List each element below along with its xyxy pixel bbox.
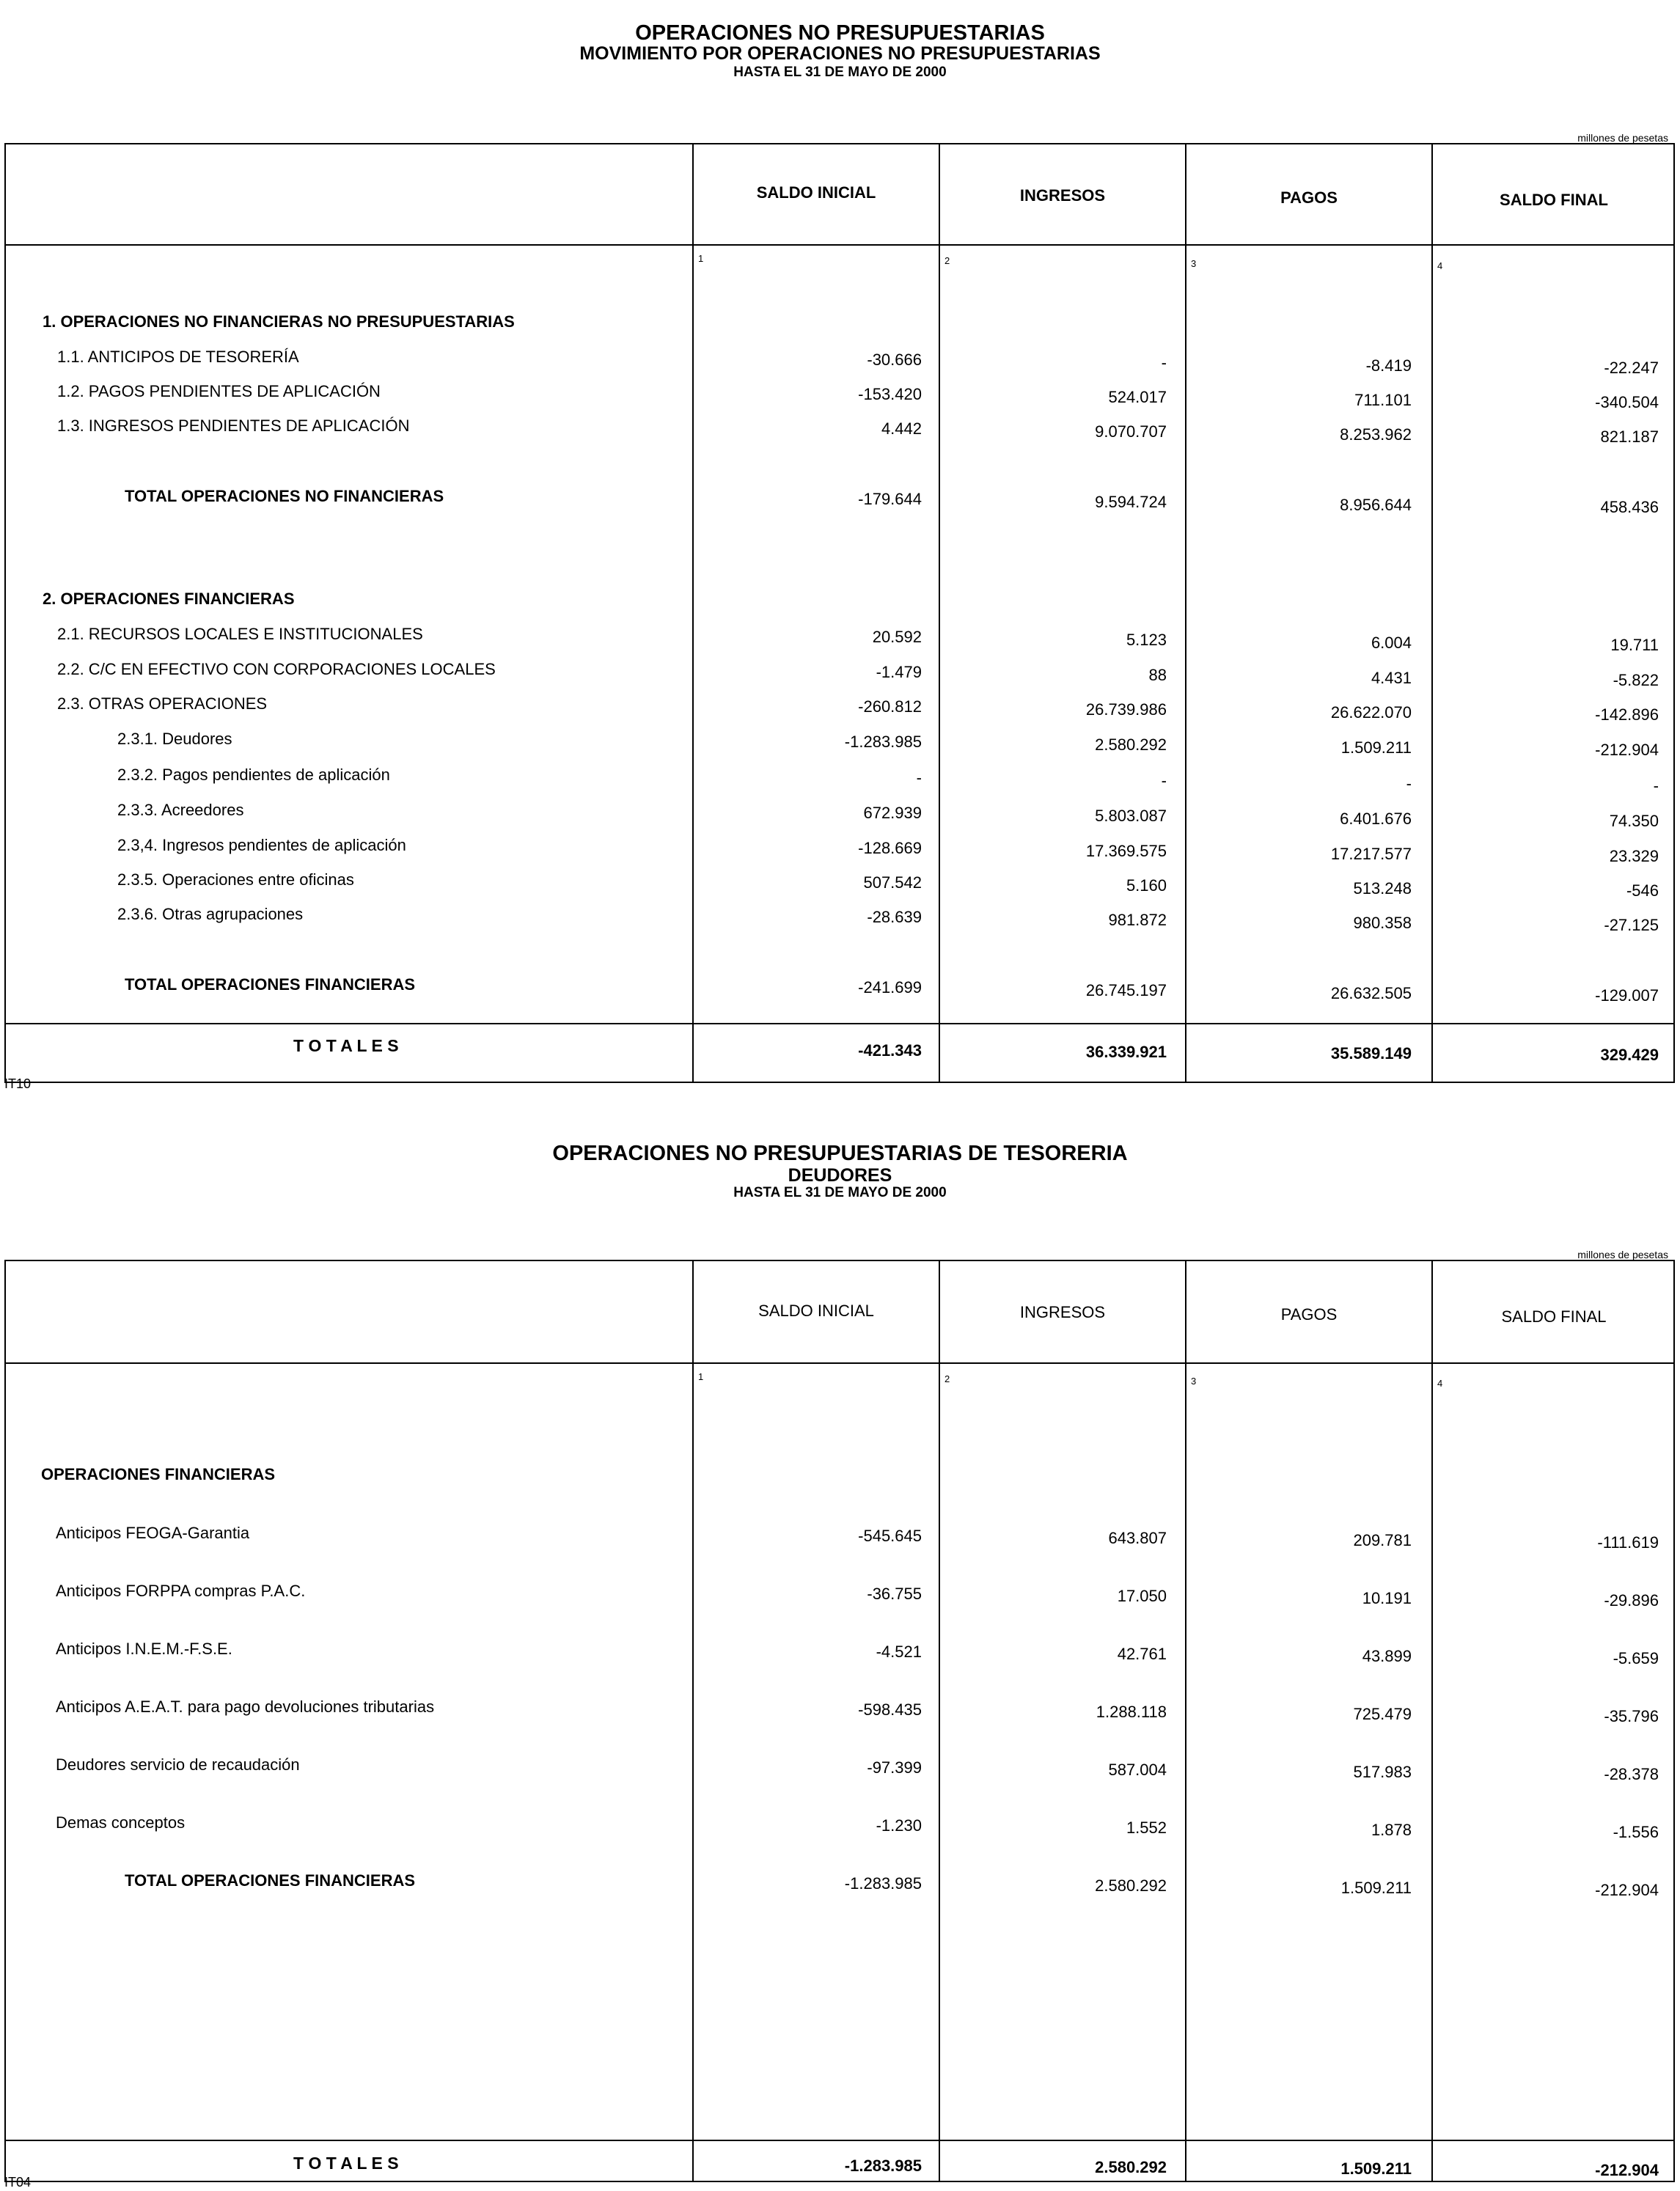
table-row-label: 2.3.1. Deudores xyxy=(117,730,232,748)
totals-cell: 35.589.149 xyxy=(1330,1044,1412,1063)
table-cell: 9.594.724 xyxy=(1095,493,1167,511)
table-row-label: 1.3. INGRESOS PENDIENTES DE APLICACIÓN xyxy=(57,416,410,435)
section1-col-divider xyxy=(939,143,940,1083)
table-cell: 4.431 xyxy=(1371,669,1412,687)
table-cell: 513.248 xyxy=(1353,879,1412,898)
table-row-label: 1.1. ANTICIPOS DE TESORERÍA xyxy=(57,348,299,366)
table-cell: -1.230 xyxy=(876,1816,922,1835)
table-cell: -5.659 xyxy=(1613,1649,1659,1667)
table-cell: -111.619 xyxy=(1597,1533,1659,1552)
section2-col-pagos: PAGOS xyxy=(1280,1305,1338,1324)
section2-units: millones de pesetas xyxy=(1577,1249,1668,1260)
table-cell: 524.017 xyxy=(1108,388,1167,406)
table-cell: -29.896 xyxy=(1604,1591,1659,1610)
table-row-label: 2.3.6. Otras agrupaciones xyxy=(117,905,304,923)
table-cell: -28.639 xyxy=(867,908,922,926)
table-row-label: TOTAL OPERACIONES FINANCIERAS xyxy=(125,1871,416,1890)
table-cell: 26.745.197 xyxy=(1085,981,1167,999)
table-row-label: Demas conceptos xyxy=(56,1813,186,1832)
table-cell: 1.509.211 xyxy=(1340,1879,1412,1897)
section1-colnum: 3 xyxy=(1191,258,1197,269)
table-cell: -22.247 xyxy=(1604,359,1659,377)
totals-cell: 329.429 xyxy=(1600,1046,1659,1064)
table-cell: -179.644 xyxy=(858,490,922,508)
table-cell: 17.217.577 xyxy=(1330,845,1412,863)
totals-cell: 1.509.211 xyxy=(1340,2159,1412,2178)
section1-totals-divider xyxy=(4,1023,1675,1024)
table-cell: 43.899 xyxy=(1362,1647,1412,1665)
table-cell: 1.288.118 xyxy=(1096,1703,1167,1721)
table-cell: 517.983 xyxy=(1353,1763,1412,1781)
table-cell: 5.803.087 xyxy=(1095,807,1167,825)
table-cell: 26.622.070 xyxy=(1330,703,1412,722)
section2-subtitle: DEUDORES xyxy=(788,1165,892,1186)
table-cell: - xyxy=(1161,771,1167,790)
section2-col-saldo-inicial: SALDO INICIAL xyxy=(758,1302,874,1320)
section2-col-saldo-final: SALDO FINAL xyxy=(1501,1307,1607,1326)
table-cell: -545.645 xyxy=(858,1527,922,1545)
section2-colnum: 1 xyxy=(698,1371,704,1382)
table-cell: - xyxy=(916,768,922,787)
table-cell: 88 xyxy=(1148,666,1167,684)
section1-col-pagos: PAGOS xyxy=(1280,188,1338,207)
table-cell: 5.123 xyxy=(1126,631,1167,649)
table-row-label: Anticipos A.E.A.T. para pago devoluciones tributarias xyxy=(56,1698,435,1716)
table-cell: 17.050 xyxy=(1117,1587,1167,1605)
table-cell: 1.509.211 xyxy=(1340,738,1412,757)
table-cell: 980.358 xyxy=(1353,914,1412,932)
section1-date: HASTA EL 31 DE MAYO DE 2000 xyxy=(733,65,947,80)
section1-col-divider xyxy=(1431,143,1433,1083)
section1-col-saldo-inicial: SALDO INICIAL xyxy=(756,183,876,202)
table-cell: -36.755 xyxy=(867,1585,922,1603)
table-row-label: 2.2. C/C EN EFECTIVO CON CORPORACIONES LOCALES xyxy=(57,660,496,678)
section1-colnum: 2 xyxy=(944,255,950,266)
section2-title: OPERACIONES NO PRESUPUESTARIAS DE TESORERIA xyxy=(552,1142,1128,1165)
table-row-label: 2.1. RECURSOS LOCALES E INSTITUCIONALES xyxy=(57,625,423,643)
table-row-label: 1.2. PAGOS PENDIENTES DE APLICACIÓN xyxy=(57,382,381,400)
section2-col-divider xyxy=(939,1260,940,2182)
table-cell: -1.479 xyxy=(876,663,922,681)
table-cell: 74.350 xyxy=(1609,812,1659,830)
section1-header-divider xyxy=(4,244,1675,246)
totals-label: T O T A L E S xyxy=(293,2154,399,2173)
section2-col-divider xyxy=(1185,1260,1186,2182)
table-row-label: 2.3.2. Pagos pendientes de aplicación xyxy=(117,766,390,784)
table-cell: -241.699 xyxy=(858,978,922,997)
section2-colnum: 3 xyxy=(1191,1376,1197,1387)
totals-cell: -421.343 xyxy=(858,1041,922,1060)
table-cell: - xyxy=(1161,353,1167,372)
table-cell: 8.253.962 xyxy=(1340,425,1412,444)
table-cell: 1.552 xyxy=(1126,1819,1167,1837)
table-cell: 672.939 xyxy=(863,804,922,822)
table-cell: -260.812 xyxy=(858,697,922,716)
table-cell: 507.542 xyxy=(863,873,922,892)
table-cell: -97.399 xyxy=(867,1758,922,1777)
section1-table xyxy=(4,143,1675,1083)
table-row-label: 2.3,4. Ingresos pendientes de aplicación xyxy=(117,836,406,854)
table-cell: 209.781 xyxy=(1353,1531,1412,1549)
table-cell: -35.796 xyxy=(1604,1707,1659,1725)
section2-table xyxy=(4,1260,1675,2182)
section2-colnum: 4 xyxy=(1437,1378,1443,1389)
table-row-label: 2.3.5. Operaciones entre oficinas xyxy=(117,870,354,889)
table-row-label: 2. OPERACIONES FINANCIERAS xyxy=(43,590,295,608)
table-cell: -27.125 xyxy=(1604,916,1659,934)
section1-units: millones de pesetas xyxy=(1577,132,1668,144)
section1-colnum: 1 xyxy=(698,253,704,264)
table-cell: -129.007 xyxy=(1595,986,1659,1005)
report-code: IT10 xyxy=(4,1076,32,1091)
section2-col-divider xyxy=(692,1260,694,2182)
totals-label: T O T A L E S xyxy=(293,1036,399,1055)
table-cell: -212.904 xyxy=(1595,1881,1659,1899)
table-cell: -4.521 xyxy=(876,1643,922,1661)
table-cell: 981.872 xyxy=(1108,911,1167,929)
section1-colnum: 4 xyxy=(1437,260,1443,271)
section2-header-divider xyxy=(4,1362,1675,1364)
table-cell: 9.070.707 xyxy=(1095,422,1167,441)
section1-subtitle: MOVIMIENTO POR OPERACIONES NO PRESUPUESTARIAS xyxy=(579,43,1101,64)
table-row-label: OPERACIONES FINANCIERAS xyxy=(41,1465,276,1483)
section2-colnum: 2 xyxy=(944,1373,950,1384)
table-cell: 26.739.986 xyxy=(1085,700,1167,719)
table-cell: 458.436 xyxy=(1600,498,1659,516)
table-cell: 6.401.676 xyxy=(1340,810,1412,828)
table-cell: -30.666 xyxy=(867,351,922,369)
table-cell: -1.283.985 xyxy=(844,1874,922,1893)
report-code: IT04 xyxy=(4,2175,32,2190)
table-cell: -1.283.985 xyxy=(844,733,922,751)
table-cell: 4.442 xyxy=(881,419,922,438)
table-cell: -142.896 xyxy=(1595,705,1659,724)
section1-col-divider xyxy=(692,143,694,1083)
table-cell: 643.807 xyxy=(1108,1529,1167,1547)
totals-cell: 36.339.921 xyxy=(1085,1043,1167,1061)
table-cell: 17.369.575 xyxy=(1085,842,1167,860)
table-row-label: 1. OPERACIONES NO FINANCIERAS NO PRESUPUESTARIAS xyxy=(43,312,515,331)
table-row-label: TOTAL OPERACIONES FINANCIERAS xyxy=(125,975,416,994)
table-cell: 821.187 xyxy=(1600,427,1659,446)
table-cell: 6.004 xyxy=(1371,634,1412,652)
section1-title: OPERACIONES NO PRESUPUESTARIAS xyxy=(635,21,1045,45)
table-cell: 1.878 xyxy=(1371,1821,1412,1839)
table-cell: 10.191 xyxy=(1362,1589,1412,1607)
table-cell: 587.004 xyxy=(1108,1761,1167,1779)
totals-cell: 2.580.292 xyxy=(1095,2158,1167,2176)
table-cell: -153.420 xyxy=(858,385,922,403)
section1-col-divider xyxy=(1185,143,1186,1083)
table-cell: 19.711 xyxy=(1610,636,1659,654)
table-cell: 5.160 xyxy=(1126,876,1167,895)
table-row-label: TOTAL OPERACIONES NO FINANCIERAS xyxy=(125,487,444,505)
section1-col-saldo-final: SALDO FINAL xyxy=(1500,191,1608,209)
table-cell: 725.479 xyxy=(1353,1705,1412,1723)
table-cell: -5.822 xyxy=(1613,671,1659,689)
table-cell: -28.378 xyxy=(1604,1765,1659,1783)
section1-col-ingresos: INGRESOS xyxy=(1019,186,1106,205)
section2-col-ingresos: INGRESOS xyxy=(1019,1303,1106,1321)
section2-totals-divider xyxy=(4,2140,1675,2141)
totals-cell: -212.904 xyxy=(1595,2161,1659,2179)
table-cell: 26.632.505 xyxy=(1330,984,1412,1002)
table-cell: -128.669 xyxy=(858,839,922,857)
table-cell: -598.435 xyxy=(858,1700,922,1719)
table-cell: - xyxy=(1406,774,1412,793)
table-cell: 42.761 xyxy=(1117,1645,1167,1663)
table-cell: 711.101 xyxy=(1354,391,1412,409)
table-row-label: 2.3.3. Acreedores xyxy=(117,801,244,819)
table-cell: 20.592 xyxy=(872,628,922,646)
table-row-label: Anticipos I.N.E.M.-F.S.E. xyxy=(56,1640,232,1658)
table-cell: 8.956.644 xyxy=(1340,496,1412,514)
table-cell: -212.904 xyxy=(1595,741,1659,759)
table-cell: -8.419 xyxy=(1365,356,1412,375)
table-cell: -340.504 xyxy=(1595,393,1659,411)
table-cell: -1.556 xyxy=(1613,1823,1659,1841)
totals-cell: -1.283.985 xyxy=(844,2157,922,2175)
table-row-label: Deudores servicio de recaudación xyxy=(56,1755,300,1774)
table-cell: - xyxy=(1653,777,1659,795)
section2-col-divider xyxy=(1431,1260,1433,2182)
table-cell: 2.580.292 xyxy=(1095,735,1167,754)
table-cell: -546 xyxy=(1626,881,1659,900)
table-row-label: Anticipos FEOGA-Garantia xyxy=(56,1524,250,1542)
table-row-label: 2.3. OTRAS OPERACIONES xyxy=(57,694,268,713)
table-cell: 2.580.292 xyxy=(1095,1876,1167,1895)
table-cell: 23.329 xyxy=(1609,847,1659,865)
table-row-label: Anticipos FORPPA compras P.A.C. xyxy=(56,1582,306,1600)
section2-date: HASTA EL 31 DE MAYO DE 2000 xyxy=(733,1185,947,1200)
